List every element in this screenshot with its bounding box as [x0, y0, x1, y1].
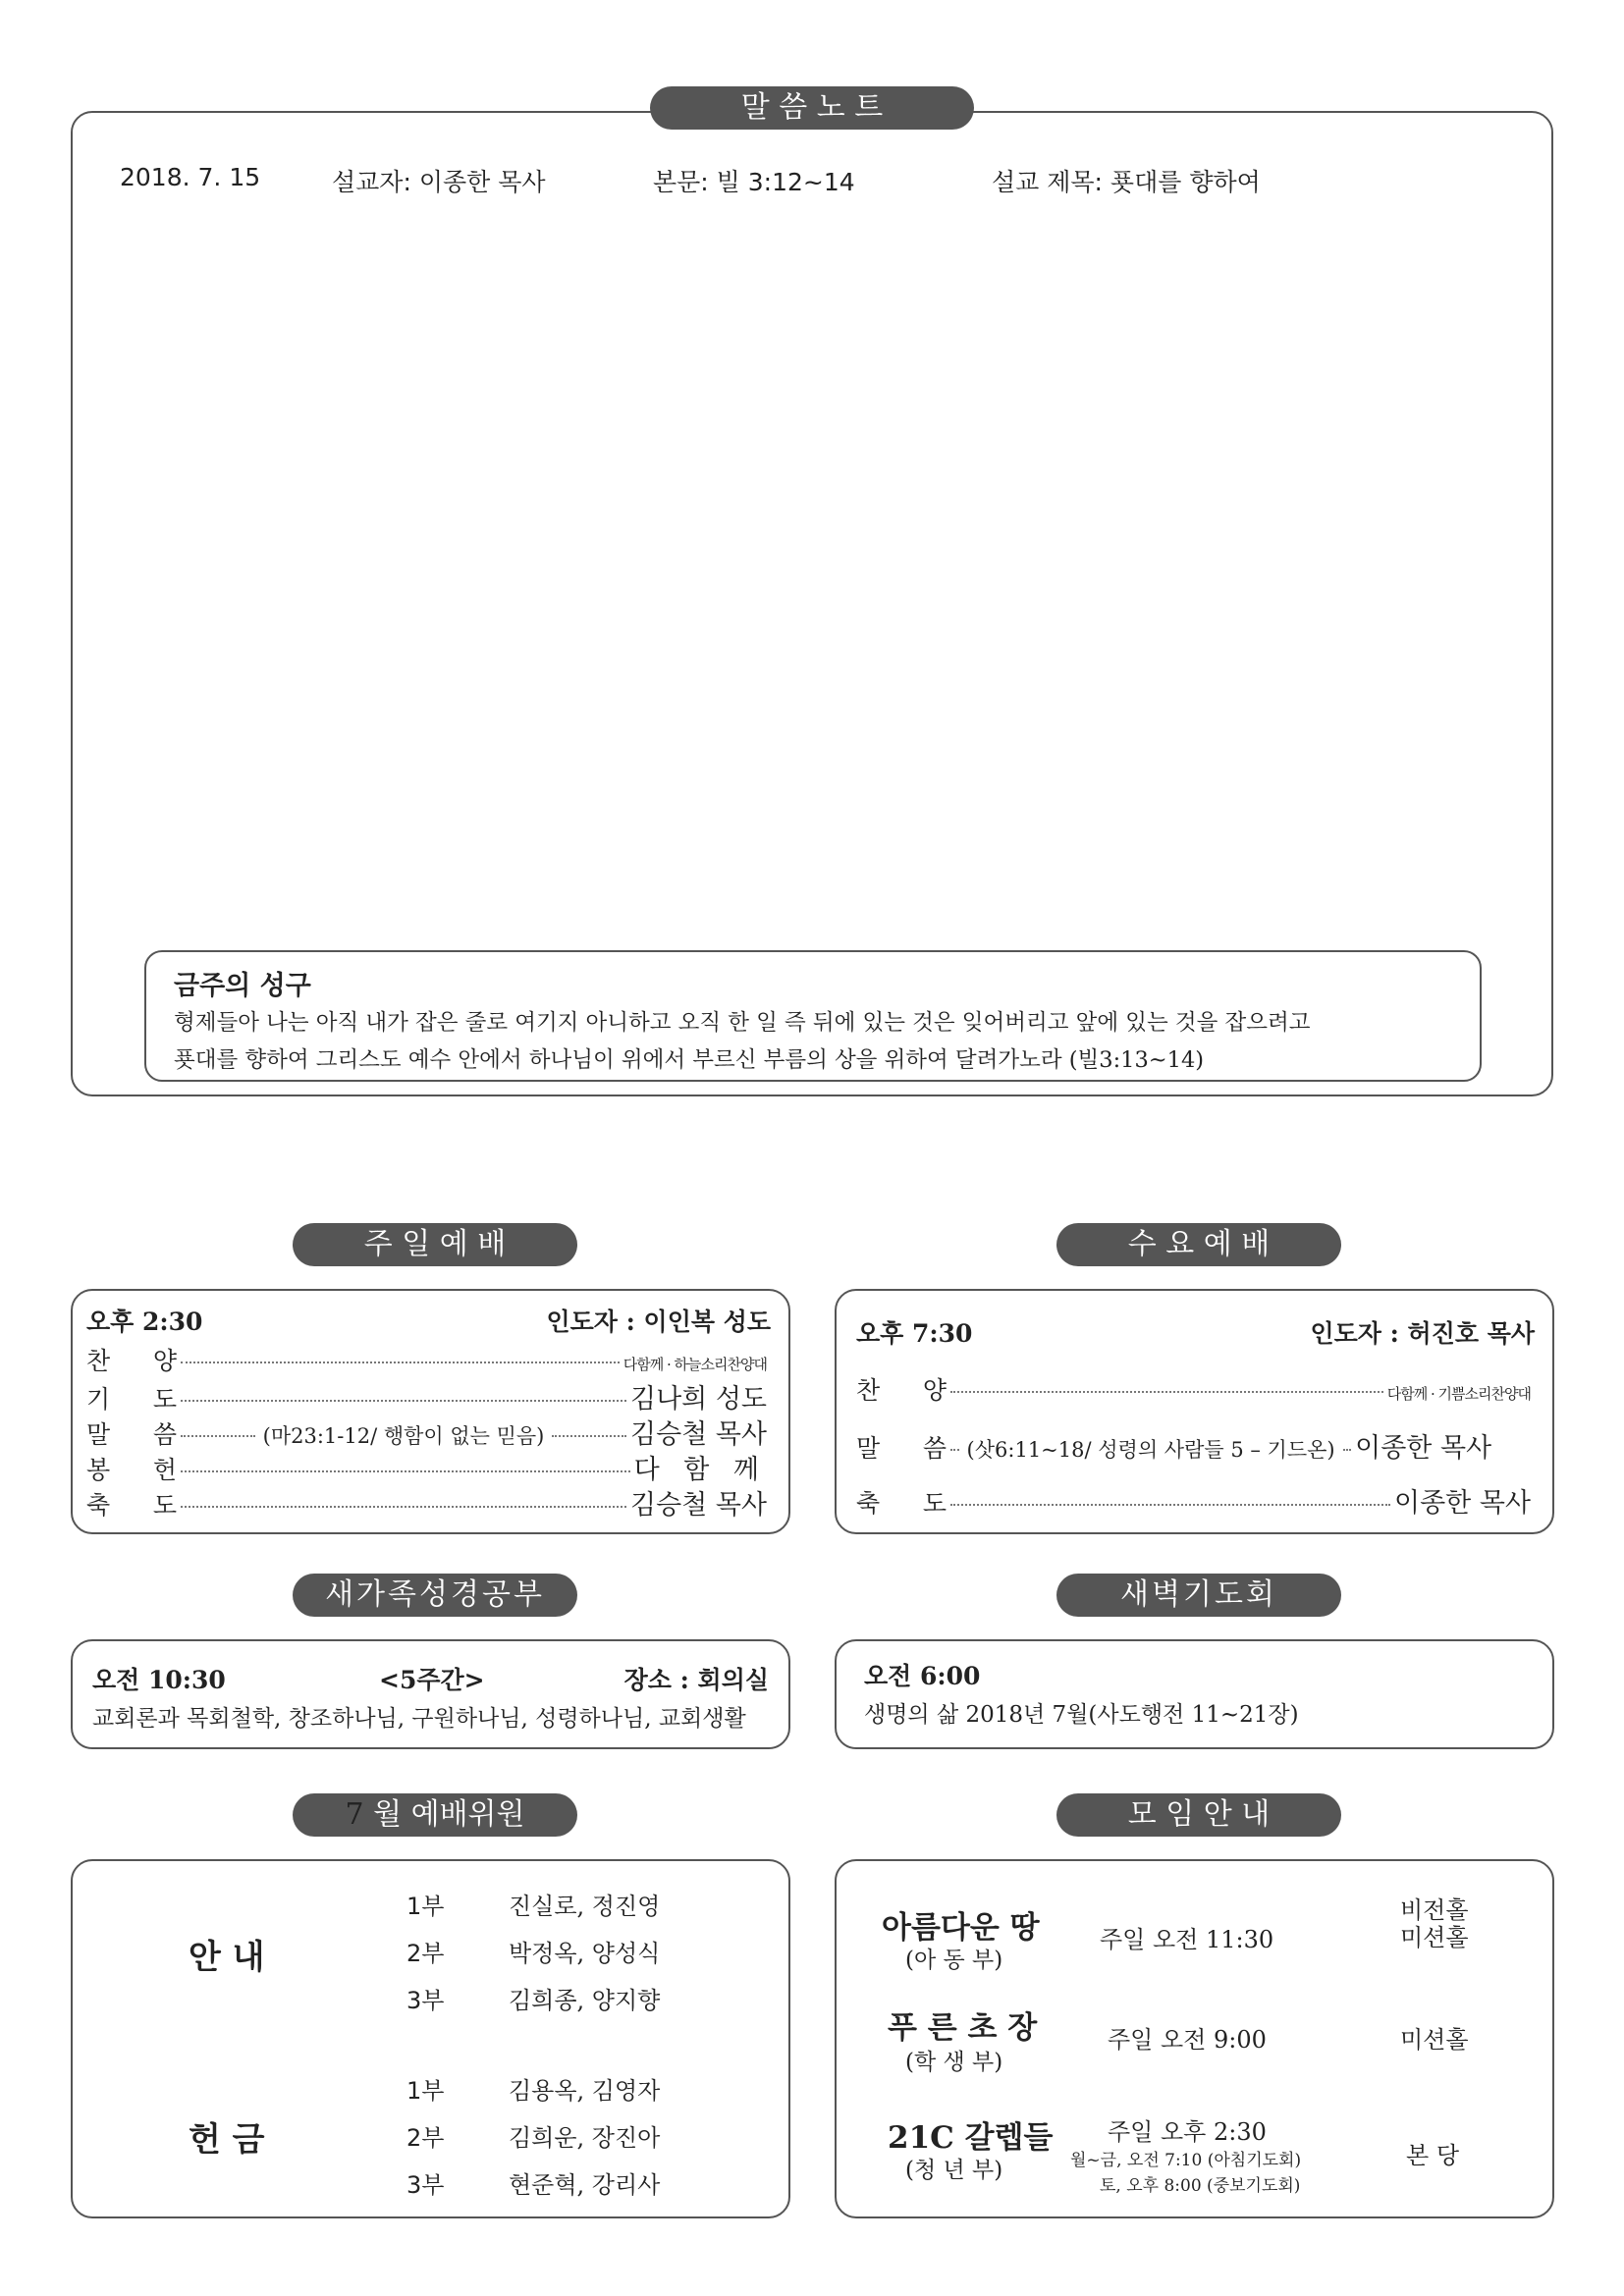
july-committee-title-num: 7 [345, 1797, 364, 1832]
committee-names: 김용옥, 김영자 [509, 2077, 661, 2105]
committee-part: 3부 [406, 2171, 445, 2199]
july-committee-title-rest: 월 예배위원 [363, 1797, 525, 1832]
meeting-time: 주일 오후 2:30 [1108, 2118, 1267, 2146]
meeting-place: 미션홀 [1400, 2026, 1469, 2054]
committee-part: 1부 [406, 1893, 445, 1920]
committee-names: 진실로, 정진영 [509, 1893, 661, 1920]
sunday-row: 말 씀 (마23:1-12/ 행함이 없는 믿음) 김승철 목사 [86, 1413, 767, 1451]
sunday-row-who: 김승철 목사 [630, 1490, 767, 1521]
committee-names: 김희운, 장진아 [509, 2124, 661, 2152]
meeting-extra: 월~금, 오전 7:10 (아침기도회) [1070, 2151, 1302, 2170]
committee-names: 김희종, 양지향 [509, 1987, 661, 2014]
meeting-name: 아름다운 땅 [882, 1910, 1040, 1946]
wednesday-row-who: 이종한 목사 [1355, 1433, 1492, 1464]
committee-group-name: 안 내 [189, 1938, 265, 1977]
meeting-dept: (청 년 부) [905, 2158, 1003, 2183]
wednesday-service-box [835, 1289, 1554, 1534]
meeting-dept: (아 동 부) [905, 1948, 1003, 1973]
sermon-note-box [71, 111, 1553, 1096]
meeting-time: 주일 오전 9:00 [1108, 2026, 1267, 2054]
committee-names: 박정옥, 양성식 [509, 1940, 661, 1967]
sermon-preacher: 설교자: 이종한 목사 [332, 168, 546, 196]
meeting-place: 본 당 [1406, 2142, 1459, 2169]
wednesday-row-mid: (삿6:11~18/ 성령의 사람들 5 – 기드온) [966, 1438, 1335, 1462]
family-study-box [71, 1639, 790, 1749]
sunday-service-title: 주 일 예 배 [293, 1223, 577, 1266]
meetings-box [835, 1859, 1554, 2218]
sunday-row: 축 도 김승철 목사 [86, 1483, 767, 1522]
sunday-row: 봉 헌 다 함 께 [86, 1448, 767, 1486]
sermon-title: 설교 제목: 푯대를 향하여 [992, 168, 1261, 196]
committee-group-name: 헌 금 [189, 2120, 265, 2160]
family-study-title: 새가족성경공부 [293, 1574, 577, 1617]
wednesday-row: 찬 양 다함께 · 기쁨소리찬양대 [856, 1376, 1531, 1405]
wednesday-row: 축 도 이종한 목사 [856, 1481, 1531, 1520]
meeting-name: 21C 갈렙들 [888, 2120, 1054, 2156]
sermon-date: 2018. 7. 15 [120, 163, 261, 191]
committee-part: 2부 [406, 1940, 445, 1967]
committee-part: 2부 [406, 2124, 445, 2152]
sunday-service-box [71, 1289, 790, 1534]
dawn-prayer-text: 생명의 삶 2018년 7월(사도행전 11~21장) [864, 1702, 1299, 1728]
meeting-extra: 토, 오후 8:00 (중보기도회) [1100, 2176, 1301, 2196]
sunday-row-mid: (마23:1-12/ 행함이 없는 믿음) [262, 1424, 545, 1448]
sunday-row: 기 도 김나희 성도 [86, 1377, 767, 1415]
family-study-weeks: <5주간> [379, 1666, 485, 1694]
dawn-prayer-box [835, 1639, 1554, 1749]
sunday-row: 찬 양 다함께 · 하늘소리찬양대 [86, 1347, 767, 1375]
committee-names: 현준혁, 강리사 [509, 2171, 661, 2199]
meetings-title: 모 임 안 내 [1056, 1793, 1341, 1837]
sermon-scripture: 본문: 빌 3:12~14 [653, 168, 855, 196]
july-committee-box [71, 1859, 790, 2218]
sunday-leader: 인도자 : 이인복 성도 [546, 1308, 771, 1336]
wednesday-row-who: 다함께 · 기쁨소리찬양대 [1386, 1385, 1531, 1403]
sunday-row-who: 김승철 목사 [630, 1419, 767, 1450]
wednesday-leader: 인도자 : 허진호 목사 [1310, 1319, 1535, 1348]
july-committee-title [293, 1793, 577, 1837]
family-study-time: 오전 10:30 [92, 1666, 226, 1694]
family-study-topics: 교회론과 목회철학, 창조하나님, 구원하나님, 성령하나님, 교회생활 [92, 1706, 746, 1732]
committee-part: 3부 [406, 1987, 445, 2014]
meeting-name: 푸 른 초 장 [888, 2010, 1038, 2046]
weekly-verse-line1: 형제들아 나는 아직 내가 잡은 줄로 여기지 아니하고 오직 한 일 즉 뒤에 있는 것은 잊어버리고 앞에 있는 것을 잡으려고 [174, 1010, 1311, 1036]
sermon-note-title: 말 씀 노 트 [650, 86, 974, 130]
weekly-verse-title: 금주의 성구 [174, 971, 311, 1001]
meeting-time: 주일 오전 11:30 [1100, 1926, 1274, 1953]
committee-part: 1부 [406, 2077, 445, 2105]
meeting-dept: (학 생 부) [905, 2050, 1003, 2075]
meeting-place: 비전홀 미션홀 [1400, 1896, 1469, 1951]
sunday-row-who: 다함께 · 하늘소리찬양대 [623, 1356, 767, 1373]
wednesday-row: 말 씀 (삿6:11~18/ 성령의 사람들 5 – 기드온) 이종한 목사 [856, 1426, 1531, 1465]
family-study-place: 장소 : 회의실 [623, 1666, 769, 1694]
sunday-row-who: 김나희 성도 [630, 1384, 767, 1415]
sunday-time: 오후 2:30 [86, 1308, 203, 1336]
weekly-verse-line2: 푯대를 향하여 그리스도 예수 안에서 하나님이 위에서 부르신 부름의 상을 위하여 달려가노라 (빌3:13~14) [174, 1047, 1205, 1073]
sunday-row-who: 다 함 께 [633, 1455, 767, 1485]
wednesday-service-title: 수 요 예 배 [1056, 1223, 1341, 1266]
wednesday-row-who: 이종한 목사 [1394, 1488, 1531, 1519]
dawn-prayer-title: 새벽기도회 [1056, 1574, 1341, 1617]
wednesday-time: 오후 7:30 [856, 1319, 973, 1348]
dawn-prayer-time: 오전 6:00 [864, 1662, 981, 1690]
